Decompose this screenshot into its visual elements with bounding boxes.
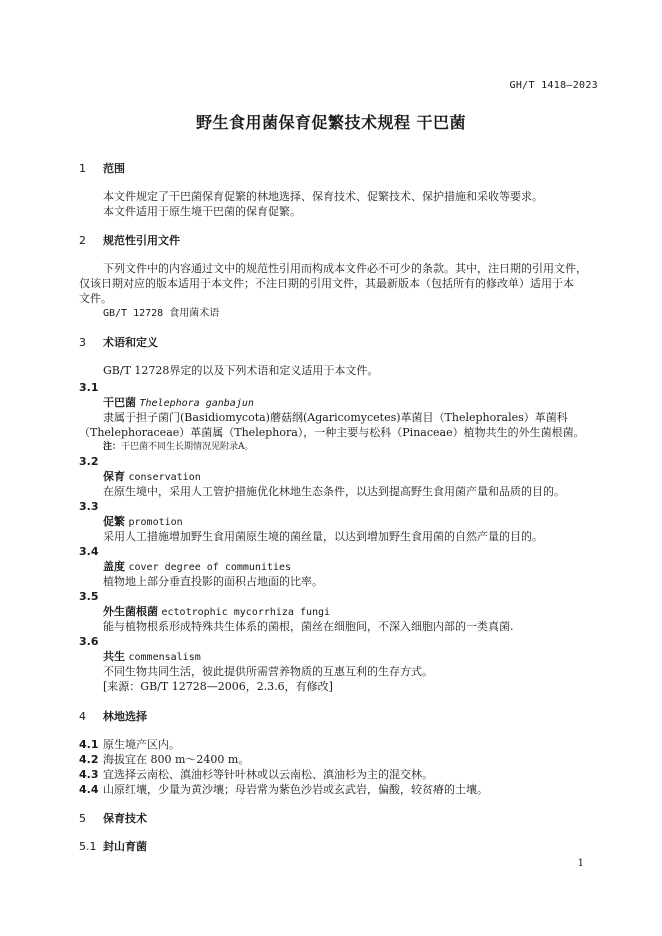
section-4-heading bbox=[79, 710, 147, 724]
term-english: conservation bbox=[128, 472, 201, 483]
paragraph-line: 下列文件中的内容通过文中的规范性引用而构成本文件必不可少的条款。其中，注日期的引用文件， bbox=[103, 262, 587, 275]
standard-code: GH/T 1418—2023 bbox=[509, 80, 598, 91]
term-chinese: 促繁 bbox=[103, 515, 125, 528]
term-entry bbox=[103, 605, 330, 620]
paragraph: 本文件规定了干巴菌保育促繁的林地选择、保育技术、促繁技术、保护措施和采收等要求。 bbox=[103, 190, 543, 203]
term-chinese: 保育 bbox=[103, 470, 125, 483]
term-entry bbox=[103, 560, 291, 575]
section-title: 保育技术 bbox=[103, 812, 147, 825]
term-entry bbox=[103, 470, 201, 485]
term-chinese: 外生菌根菌 bbox=[103, 605, 158, 618]
term-source: [来源：GB/T 12728—2006，2.3.6，有修改] bbox=[103, 680, 333, 693]
term-english: commensalism bbox=[128, 652, 201, 663]
section-1-heading bbox=[79, 162, 125, 176]
subsection-number: 5.1 bbox=[79, 840, 97, 853]
section-number: 4 bbox=[79, 710, 86, 723]
term-english: cover degree of communities bbox=[128, 562, 292, 573]
term-definition: 采用人工措施增加野生食用菌原生境的菌丝量，以达到增加野生食用菌的自然产量的目的。 bbox=[103, 530, 543, 543]
item-number: 4.2 bbox=[79, 753, 99, 766]
list-item bbox=[79, 768, 433, 782]
note-label: 注： bbox=[103, 442, 122, 452]
term-definition: 植物地上部分垂直投影的面积占地面的比率。 bbox=[103, 575, 323, 588]
section-title: 术语和定义 bbox=[103, 336, 158, 349]
normative-reference: GB/T 12728 食用菌术语 bbox=[103, 308, 220, 319]
term-number: 3.3 bbox=[79, 500, 99, 513]
paragraph: 本文件适用于原生境干巴菌的保育促繁。 bbox=[103, 205, 301, 218]
section-number: 1 bbox=[79, 162, 86, 175]
list-item bbox=[79, 783, 488, 797]
list-item bbox=[79, 753, 249, 767]
term-definition: 不同生物共同生活，彼此提供所需营养物质的互惠互利的生存方式。 bbox=[103, 665, 433, 678]
item-number: 4.3 bbox=[79, 768, 99, 781]
term-latin: Thelephora ganbajun bbox=[139, 398, 254, 409]
paragraph-line: 文件。 bbox=[79, 292, 112, 305]
term-number: 3.1 bbox=[79, 381, 99, 394]
item-text: 山原红壤，少量为黄沙壤；母岩常为紫色沙岩或玄武岩，偏酸，较贫瘠的土壤。 bbox=[103, 783, 488, 796]
paragraph: GB/T 12728界定的以及下列术语和定义适用于本文件。 bbox=[103, 364, 379, 377]
paragraph-line: 仅该日期对应的版本适用于本文件；不注日期的引用文件，其最新版本（包括所有的修改单）适用于本 bbox=[79, 277, 574, 290]
term-english: ectotrophic mycorrhiza fungi bbox=[161, 607, 331, 618]
term-entry bbox=[103, 515, 183, 530]
term-entry bbox=[103, 396, 254, 411]
item-number: 4.4 bbox=[79, 783, 99, 796]
section-title: 规范性引用文件 bbox=[103, 234, 180, 247]
term-definition: 能与植物根系形成特殊共生体系的菌根，菌丝在细胞间，不深入细胞内部的一类真菌. bbox=[103, 620, 514, 633]
subsection-5-1-heading bbox=[79, 840, 147, 854]
item-text: 宜选择云南松、滇油杉等针叶林或以云南松、滇油杉为主的混交林。 bbox=[103, 768, 433, 781]
list-item bbox=[79, 738, 180, 752]
term-number: 3.6 bbox=[79, 635, 99, 648]
section-5-heading bbox=[79, 812, 147, 826]
page-number: 1 bbox=[577, 858, 584, 869]
term-chinese: 盖度 bbox=[103, 560, 125, 573]
term-number: 3.4 bbox=[79, 545, 99, 558]
item-text: 原生境产区内。 bbox=[103, 738, 180, 751]
subsection-title: 封山育菌 bbox=[103, 840, 147, 853]
term-chinese: 干巴菌 bbox=[103, 396, 136, 409]
section-number: 2 bbox=[79, 234, 86, 247]
term-entry bbox=[103, 650, 201, 665]
term-english: promotion bbox=[128, 517, 183, 528]
section-3-heading bbox=[79, 336, 158, 350]
document-title: 野生食用菌保育促繁技术规程 干巴菌 bbox=[195, 113, 467, 132]
section-2-heading bbox=[79, 234, 180, 248]
term-definition: 隶属于担子菌门(Basidiomycota)蘑菇纲(Agaricomycetes)革菌目（Thelephorales）革菌科 bbox=[103, 411, 568, 424]
term-number: 3.2 bbox=[79, 455, 99, 468]
term-definition: （Thelephoraceae）革菌属（Thelephora），一种主要与松科（Pinaceae）植物共生的外生菌根菌。 bbox=[79, 426, 585, 439]
term-definition: 在原生境中，采用人工管护措施优化林地生态条件，以达到提高野生食用菌产量和品质的目的。 bbox=[103, 485, 565, 498]
section-number: 5 bbox=[79, 812, 86, 825]
item-number: 4.1 bbox=[79, 738, 99, 751]
term-number: 3.5 bbox=[79, 590, 99, 603]
term-note bbox=[103, 440, 254, 454]
term-chinese: 共生 bbox=[103, 650, 125, 663]
section-title: 范围 bbox=[103, 162, 125, 175]
section-number: 3 bbox=[79, 336, 86, 349]
note-text: 干巴菌不同生长期情况见附录A。 bbox=[121, 442, 254, 452]
section-title: 林地选择 bbox=[103, 710, 147, 723]
item-text: 海拔宜在 800 m～2400 m。 bbox=[103, 753, 250, 766]
